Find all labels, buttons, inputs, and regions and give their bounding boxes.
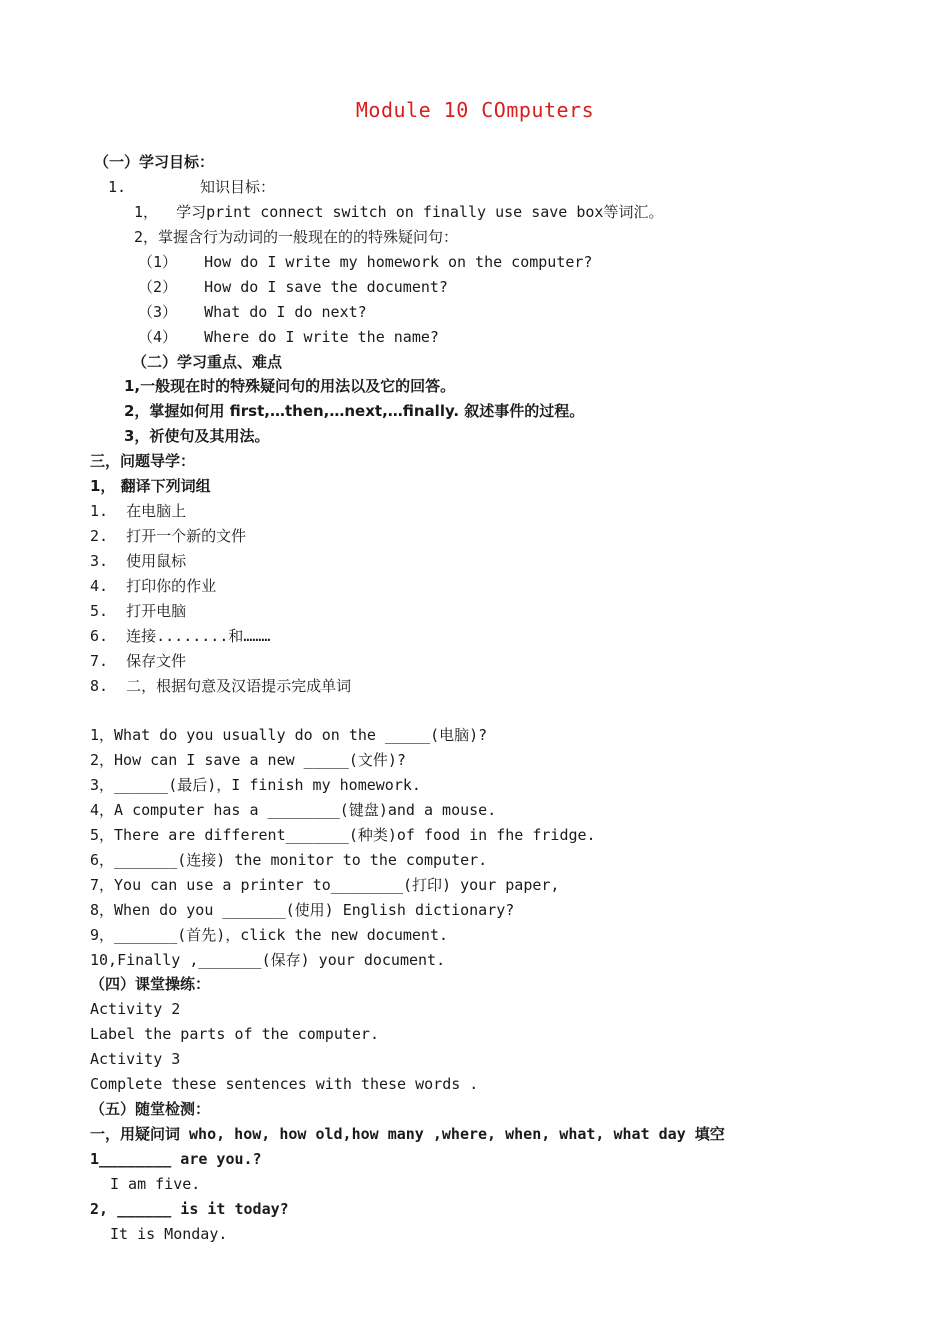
fill-blank-item: 3，______(最后)，I finish my homework. (90, 776, 421, 794)
question-item: （4） Where do I write the name? (138, 328, 439, 346)
key-point: 2，掌握如何用 first,…then,…next,…finally. 叙述事件的过程。 (124, 402, 585, 420)
activity-line: Activity 3 (90, 1050, 181, 1068)
question-item: （1） How do I write my homework on the computer? (138, 253, 593, 271)
document-title: Module 10 COmputers (355, 98, 595, 122)
fill-blank-item: 8，When do you _______(使用) English dictionary? (90, 901, 515, 919)
fill-blank-item: 4，A computer has a ________(键盘)and a mouse. (90, 801, 497, 819)
section5-heading: （五）随堂检测： (90, 1100, 211, 1118)
key-point: 3，祈使句及其用法。 (124, 427, 270, 445)
question-item: （3） What do I do next? (138, 303, 367, 321)
section1-heading: （一）学习目标： (94, 153, 215, 171)
fill-blank-item: 5，There are different_______(种类)of food in fhe fridge. (90, 826, 596, 844)
phrase-item: 7. 保存文件 (90, 652, 187, 670)
fill-blank-item: 10,Finally ,_______(保存) your document. (90, 951, 446, 969)
activity-line: Activity 2 (90, 1000, 181, 1018)
fill-blank-item: 1，What do you usually do on the _____(电脑)? (90, 726, 488, 744)
section5-instruction: 一，用疑问词 who, how, how old,how many ,where, when, what, what day 填空 (90, 1125, 725, 1143)
phrase-item: 2. 打开一个新的文件 (90, 527, 247, 545)
fill-blank-item: 6，_______(连接) the monitor to the computer. (90, 851, 488, 869)
question-item: （2） How do I save the document? (138, 278, 448, 296)
phrase-item: 3. 使用鼠标 (90, 552, 187, 570)
fill-blank-item: 7，You can use a printer to________(打印) your paper, (90, 876, 560, 894)
key-point: 1,一般现在时的特殊疑问句的用法以及它的回答。 (124, 377, 456, 395)
phrase-item: 5. 打开电脑 (90, 602, 187, 620)
section2-heading: （二）学习重点、难点 (132, 353, 283, 371)
goal-2: 2，掌握含行为动词的一般现在的的特殊疑问句： (134, 228, 459, 246)
activity-line: Complete these sentences with these words . (90, 1075, 479, 1093)
phrase-item: 8. 二，根据句意及汉语提示完成单词 (90, 677, 352, 695)
test-question: 1________ are you.? (90, 1150, 262, 1168)
fill-blank-item: 9，_______(首先)，click the new document. (90, 926, 449, 944)
test-question: 2, ______ is it today? (90, 1200, 289, 1218)
test-answer: It is Monday. (110, 1225, 228, 1243)
section4-heading: （四）课堂操练： (90, 975, 211, 993)
section1-item-number: 1. (108, 178, 127, 196)
phrase-item: 6. 连接........和……… (90, 627, 271, 645)
goal-1: 1， 学习print connect switch on finally use save box等词汇。 (134, 203, 664, 221)
fill-blank-item: 2，How can I save a new _____(文件)? (90, 751, 406, 769)
phrase-item: 4. 打印你的作业 (90, 577, 217, 595)
test-answer: I am five. (110, 1175, 201, 1193)
section3-subheading: 1， 翻译下列词组 (90, 477, 211, 495)
activity-line: Label the parts of the computer. (90, 1025, 379, 1043)
phrase-item: 1. 在电脑上 (90, 502, 187, 520)
section3-heading: 三，问题导学： (90, 452, 196, 470)
section1-item-label: 知识目标： (200, 178, 276, 196)
